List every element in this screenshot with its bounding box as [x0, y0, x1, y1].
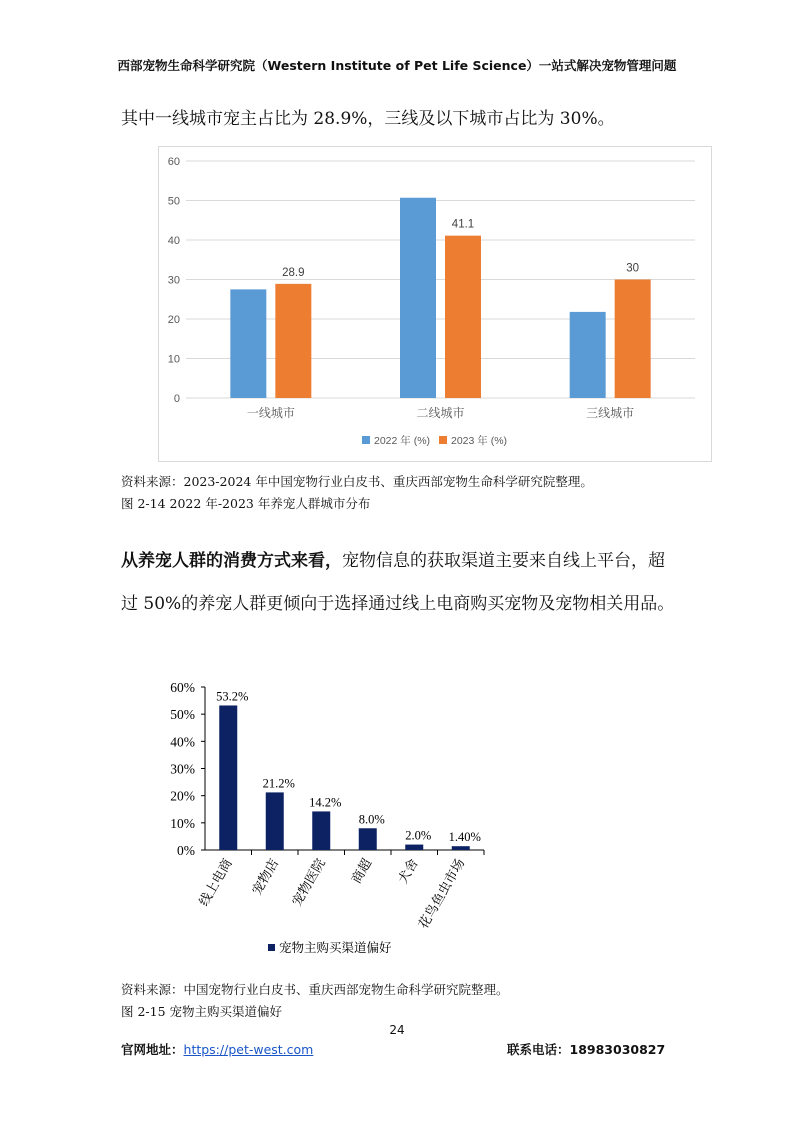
bar [275, 284, 311, 398]
y-tick-label: 50% [170, 707, 195, 723]
paragraph-rest: 宠物信息的获取渠道主要来自线上平台，超过 50%的养宠人群更倾向于选择通过线上电商购买宠物及宠物相关用品。 [121, 551, 675, 614]
bar [219, 705, 237, 850]
y-tick-label: 60 [167, 156, 180, 168]
y-tick-label: 10% [170, 815, 195, 831]
legend-swatch [439, 436, 447, 444]
bar [266, 792, 284, 850]
bar [615, 280, 651, 399]
legend-label: 2022 年 (%) [374, 435, 431, 447]
page-number: 24 [389, 1023, 405, 1037]
legend-swatch [362, 436, 370, 444]
legend-swatch [268, 944, 275, 951]
x-tick-label: 线上电商 [195, 856, 235, 909]
x-tick-label: 犬舍 [394, 856, 421, 887]
figure1-source: 资料来源：2023-2024 年中国宠物行业白皮书、重庆西部宠物生命科学研究院整理。 [121, 474, 593, 489]
figure2-caption: 图 2-15 宠物主购买渠道偏好 [121, 1004, 283, 1019]
y-tick-label: 20 [167, 314, 180, 326]
y-tick-label: 10 [167, 353, 180, 366]
data-label: 1.40% [448, 830, 481, 845]
bar [570, 312, 606, 398]
page-header-title: 西部宠物生命科学研究院（Western Institute of Pet Life Science）一站式解决宠物管理问题 [117, 58, 677, 73]
bar [359, 828, 377, 850]
bar [452, 846, 470, 850]
y-tick-label: 40% [170, 734, 195, 750]
bar [400, 198, 436, 398]
x-tick-label: 二线城市 [416, 406, 465, 420]
x-tick-label: 宠物医院 [288, 856, 328, 909]
x-tick-label: 商超 [348, 856, 375, 887]
bar [230, 289, 266, 398]
data-label: 21.2% [262, 776, 295, 791]
bar [445, 236, 481, 398]
y-tick-label: 60% [170, 680, 195, 695]
y-tick-label: 30% [170, 761, 195, 777]
phone-info [507, 1040, 665, 1058]
x-tick-label: 一线城市 [246, 406, 295, 420]
y-tick-label: 0% [177, 843, 195, 858]
data-label: 2.0% [405, 828, 432, 843]
phone-label: 联系电话： [507, 1042, 570, 1057]
legend-label: 宠物主购买渠道偏好 [279, 941, 392, 955]
data-label: 30 [626, 262, 640, 275]
y-tick-label: 20% [170, 788, 195, 804]
intro-text: 其中一线城市宠主占比为 28.9%，三线及以下城市占比为 30%。 [121, 109, 615, 129]
y-tick-label: 40 [167, 235, 180, 247]
data-label: 28.9 [282, 266, 305, 279]
figure1-caption: 图 2-14 2022 年-2023 年养宠人群城市分布 [121, 496, 371, 511]
website-link[interactable]: https://pet-west.com [183, 1042, 314, 1057]
y-tick-label: 50 [167, 195, 180, 208]
data-label: 8.0% [358, 812, 385, 827]
data-label: 41.1 [451, 218, 475, 231]
x-tick-label: 宠物店 [248, 856, 282, 898]
data-label: 53.2% [216, 689, 249, 704]
phone-number: 18983030827 [569, 1042, 666, 1057]
bar [405, 845, 423, 850]
bar [312, 811, 330, 850]
purchase-channel-chart [0, 660, 794, 970]
x-tick-label: 花鸟鱼虫市场 [415, 856, 468, 932]
consumption-paragraph [121, 540, 681, 626]
figure2-source: 资料来源：中国宠物行业白皮书、重庆西部宠物生命科学研究院整理。 [121, 982, 509, 997]
website-label: 官网地址： [121, 1042, 184, 1057]
legend-label: 2023 年 (%) [451, 435, 508, 447]
y-tick-label: 30 [167, 274, 180, 287]
x-tick-label: 三线城市 [586, 406, 635, 420]
paragraph-bold-lead: 从养宠人群的消费方式来看， [121, 551, 342, 571]
city-distribution-chart [0, 0, 794, 480]
website-info [121, 1040, 313, 1058]
data-label: 14.2% [309, 795, 342, 810]
y-tick-label: 0 [173, 393, 180, 405]
